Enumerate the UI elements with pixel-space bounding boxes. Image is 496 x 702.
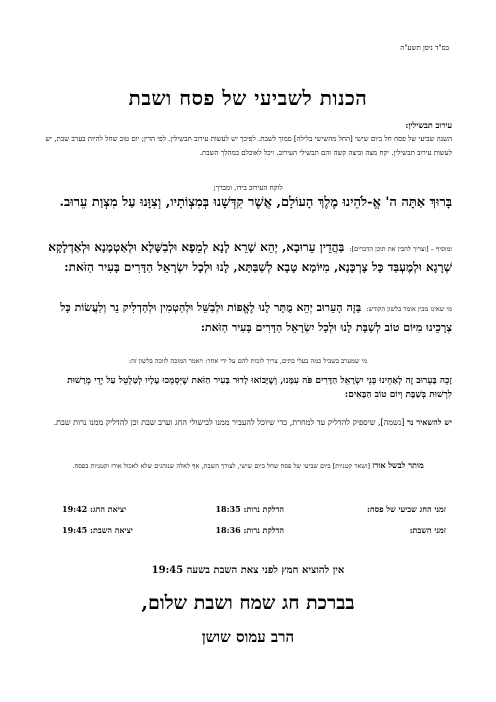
ner-note bbox=[44, 416, 452, 429]
times-label: זמני החג שביעי של פסח: bbox=[366, 504, 446, 514]
eruv-heading: עירוב תבשילין: bbox=[405, 120, 452, 130]
hebrew-intro: מי שאינו מבין אומר בלשון הקודש: bbox=[366, 305, 452, 313]
exit-group bbox=[62, 525, 133, 535]
allowed-note bbox=[44, 460, 452, 472]
exit-label: יציאת החג: bbox=[90, 504, 127, 514]
header-small: בס"ד ניסן תשע"ה bbox=[400, 44, 449, 52]
candles-time: 18:36 bbox=[215, 525, 241, 535]
exit-label: יציאה השבת: bbox=[90, 525, 133, 535]
hebrew-text: בָּזֶה הָעֵרוּב יְהֵא מֻתָּר לָנוּ לֶאֱפוֹת וּלְבַשֵּׁל וּלְהַטְמִין וּלְהַדְלִיק נֵר וְלַעֲשׂוֹת כָּל צְרָכֵינוּ מִיּוֹם טוֹב לְשַׁבָּת לָנוּ וּלְכָל יִשְׂרָאֵל הַדָּרִים בָּעִיר הַזֹּאת: bbox=[60, 301, 452, 334]
exit-time: 19:45 bbox=[62, 525, 88, 535]
candles-group bbox=[215, 525, 284, 535]
chametz-note: אין להוציא חמץ לפני צאת השבת בשעה 19:45 bbox=[151, 565, 345, 576]
aramaic-intro: ומוסיף – [וצריך להבין את תוכן הדברים]: bbox=[349, 245, 452, 253]
candles-label: הדלקת נרות: bbox=[243, 504, 284, 514]
ner-bold: יש להשאיר נר bbox=[406, 417, 452, 427]
blessing-text: בָּרוּךְ אַתָּה ה' אֱ-לֹהֵינוּ מֶלֶךְ הָעוֹלָם, אֲשֶׁר קִדְּשָׁנוּ בְּמִצְוֹתָיו, וְצִוָּנוּ עַל מִצְוַת עֵרוּב. bbox=[59, 195, 452, 210]
exit-group bbox=[62, 504, 126, 514]
zakeh-text: זָכֵה בָּעֵרוּב זֶה לְאַחֵינוּ בְּנֵי יִשְׂרָאֵל הַדָּרִים פֹּה עִמָּנוּ, וְשֶׁיָּבוֹאוּ לָדוּר בָּעִיר הַזֹּאת שֶׁיִּסְמְכוּ עָלָיו לְטַלְטֵל עַל יְדֵי מְרַשׁוּת לִרְשׁוּת בְּשַׁבָּת וְיוֹם טוֹב הַבָּאִים: bbox=[67, 376, 452, 400]
allowed-rest: [ושאר קטניות] ביום שביעי של פסח שחל ביום שישי, לצורך השבת, אף לאלה שנוהגים שלא לאכול אורז וקטניות בפסח. bbox=[72, 462, 371, 470]
aramaic-text: בַּהֲדֵין עֵרוּבָא, יְהֵא שָׁרֵא לָנָא לְמֵפָא וּלְבַשָּׁלָא וּלְאַטְמָנָא וּלְאַדְלָקָא שְׁרָגָא וּלְמֶעְבַּד כָּל צָרְכָּנָא, מִיּוֹמָא טָבָא לְשַׁבַּתָּא, לָנוּ וּלְכָל יִשְׂרָאֵל הַדָּרִים בָּעִיר הַזֹּאת: bbox=[48, 240, 452, 274]
greeting: בברכת חג שמח ושבת שלום, bbox=[141, 592, 355, 614]
exit-time: 19:42 bbox=[62, 504, 88, 514]
signature: הרב עמוס שושן bbox=[201, 628, 295, 646]
take-line: לוקח העירוב בידו, ומברך; bbox=[213, 184, 283, 192]
times-row-shabbat bbox=[44, 525, 452, 539]
eruv-paragraph: השנה שביעי של פסח חל ביום שישי [החל מהשישי בלילה] סמוך לשבת. לפיכך יש לעשות עירוב תבשילין. לפי הדין; יום טוב שחל להיות בערב שבת, יש לעשות עירוב תבשילין. יקח מצה וביצה קשה והם תבשילי העירוב. ויכל לאוכלם במהלך השבת. bbox=[45, 135, 452, 157]
ner-rest: [נשמה], שיספיק להדליק עד למחרת, כדי שיוכל להעביר ממנו לבישולי החג וערב שבת וכן להדליק ממנו נרות שבת. bbox=[53, 418, 405, 427]
page-title: הכנות לשביעי של פסח ושבת bbox=[128, 86, 368, 110]
hebrew-section bbox=[44, 296, 452, 336]
aramaic-section bbox=[44, 236, 452, 276]
times-label: זמני השבת: bbox=[409, 525, 446, 535]
times-row-holiday bbox=[44, 504, 452, 518]
candles-time: 18:35 bbox=[215, 504, 241, 514]
candles-group bbox=[215, 504, 284, 514]
allowed-bold: מותר לבשל אורז bbox=[372, 460, 424, 470]
others-note: מי שמערב בשביל כמה בעלי בתים, צריך לזכות להם על ידי אחר: ויאמר המזכה לזוכה בלשון זה: bbox=[128, 357, 368, 365]
candles-label: הדלקת נרות: bbox=[243, 525, 284, 535]
